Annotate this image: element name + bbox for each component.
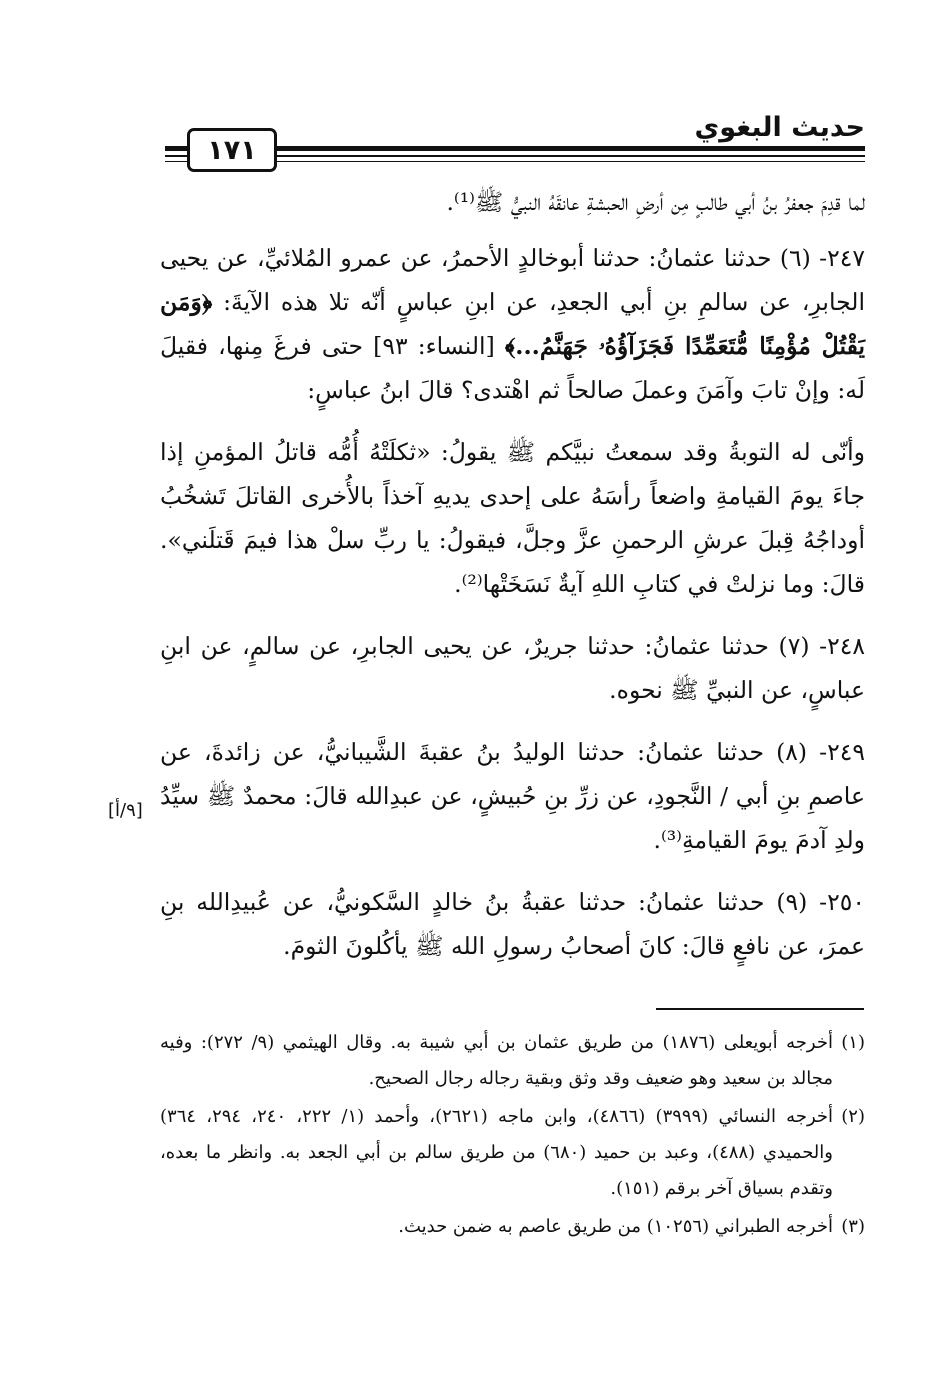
page-number: ١٧١ <box>187 128 277 172</box>
footnote-number: (٢) <box>841 1106 865 1127</box>
footnote-text: أخرجه الطبراني (١٠٢٥٦) من طريق عاصم به ضمن حديث. <box>398 1216 833 1237</box>
running-title: حديث البغوي <box>694 112 865 143</box>
footnote-separator <box>656 1008 864 1010</box>
manuscript-folio-ref: [٩/أ] <box>108 800 143 821</box>
hadith-250: ٢٥٠- (٩) حدثنا عثمانُ: حدثنا عقبةُ بنُ خالدٍ السَّكونيُّ، عن عُبيدِالله بنِ عمرَ، عن نافعٍ قالَ: كانَ أصحابُ رسولِ الله ﷺ يأكُلونَ الثومَ. <box>160 888 865 960</box>
main-text <box>160 180 865 986</box>
paragraph-continuation: لما قدِمَ جعفرُ بنُ أبي طالبٍ مِن أرضِ الحبشةِ عانقَهُ النبيُّ ﷺ⁽¹⁾. <box>446 188 865 216</box>
footnote-2 <box>160 1099 865 1207</box>
hadith-247-isnad: ٢٤٧- (٦) حدثنا عثمانُ: حدثنا أبوخالدٍ الأحمرُ، عن عمرو المُلائيِّ، عن يحيى الجابرِ، عن سالمِ بنِ أبي الجعدِ، عن ابنِ عباسٍ أنّه تلا هذه الآيةَ: <box>160 244 865 316</box>
footnotes <box>160 1025 865 1247</box>
quran-verse: ﴿وَمَن يَقْتُلْ مُؤْمِنًا مُّتَعَمِّدًا فَجَزَآؤُهُۥ جَهَنَّمُ...﴾ <box>160 288 865 360</box>
footnote-number: (١) <box>841 1032 865 1053</box>
hadith-249: ٢٤٩- (٨) حدثنا عثمانُ: حدثنا الوليدُ بنُ عقبةَ الشَّيبانيُّ، عن زائدةَ، عن عاصمِ بنِ أبي / النَّجودِ، عن زرِّ بنِ حُبيشٍ، عن عبدِالله قالَ: محمدٌ ﷺ سيِّدُ ولدِ آدمَ يومَ القيامةِ⁽³⁾. <box>160 738 865 854</box>
footnote-text: أخرجه أبويعلى (١٨٧٦) من طريق عثمان بن أبي شيبة به. وقال الهيثمي (٩/ ٢٧٢): وفيه مجالد بن سعيد وهو ضعيف وقد وثق وبقية رجاله رجال الصحيح. <box>160 1032 833 1089</box>
hadith-248: ٢٤٨- (٧) حدثنا عثمانُ: حدثنا جريرٌ، عن يحيى الجابرِ، عن سالمٍ، عن ابنِ عباسٍ، عن النبيِّ ﷺ نحوه. <box>160 632 865 704</box>
hadith-247-matn: وأنّى له التوبةُ وقد سمعتُ نبيَّكم ﷺ يقولُ: «ثكلَتْهُ أُمُّه قاتلُ المؤمنِ إذا جاءَ يومَ القيامةِ واضعاً رأسَهُ على إحدى يديهِ آخذاً بالأُخرى القاتلَ تَشخُبُ أوداجُهُ قِبلَ عرشِ الرحمنِ عزَّ وجلَّ، فيقولُ: يا ربِّ سلْ هذا فيمَ قَتلَني». قالَ: وما نزلتْ في كتابِ اللهِ آيةٌ نَسَخَتْها⁽²⁾. <box>160 438 865 598</box>
hadith-247 <box>160 236 865 412</box>
footnote-3 <box>160 1209 865 1245</box>
footnote-number: (٣) <box>841 1216 865 1237</box>
hadith-247-rest: [النساء: ٩٣] حتى فرغَ مِنها، فقيلَ لَه: وإنْ تابَ وآمَنَ وعملَ صالحاً ثم اهْتدى؟ قالَ ابنُ عباسٍ: <box>160 332 865 404</box>
footnote-text: أخرجه النسائي (٣٩٩٩) (٤٨٦٦)، وابن ماجه (٢٦٢١)، وأحمد (١/ ٢٢٢، ٢٤٠، ٢٩٤، ٣٦٤) والحميدي (٤٨٨)، وعبد بن حميد (٦٨٠) من طريق سالم بن أبي الجعد به. وانظر ما بعده، وتقدم بسياق آخر برقم (١٥١). <box>160 1106 834 1199</box>
footnote-1 <box>160 1025 865 1097</box>
page-header <box>165 112 865 182</box>
